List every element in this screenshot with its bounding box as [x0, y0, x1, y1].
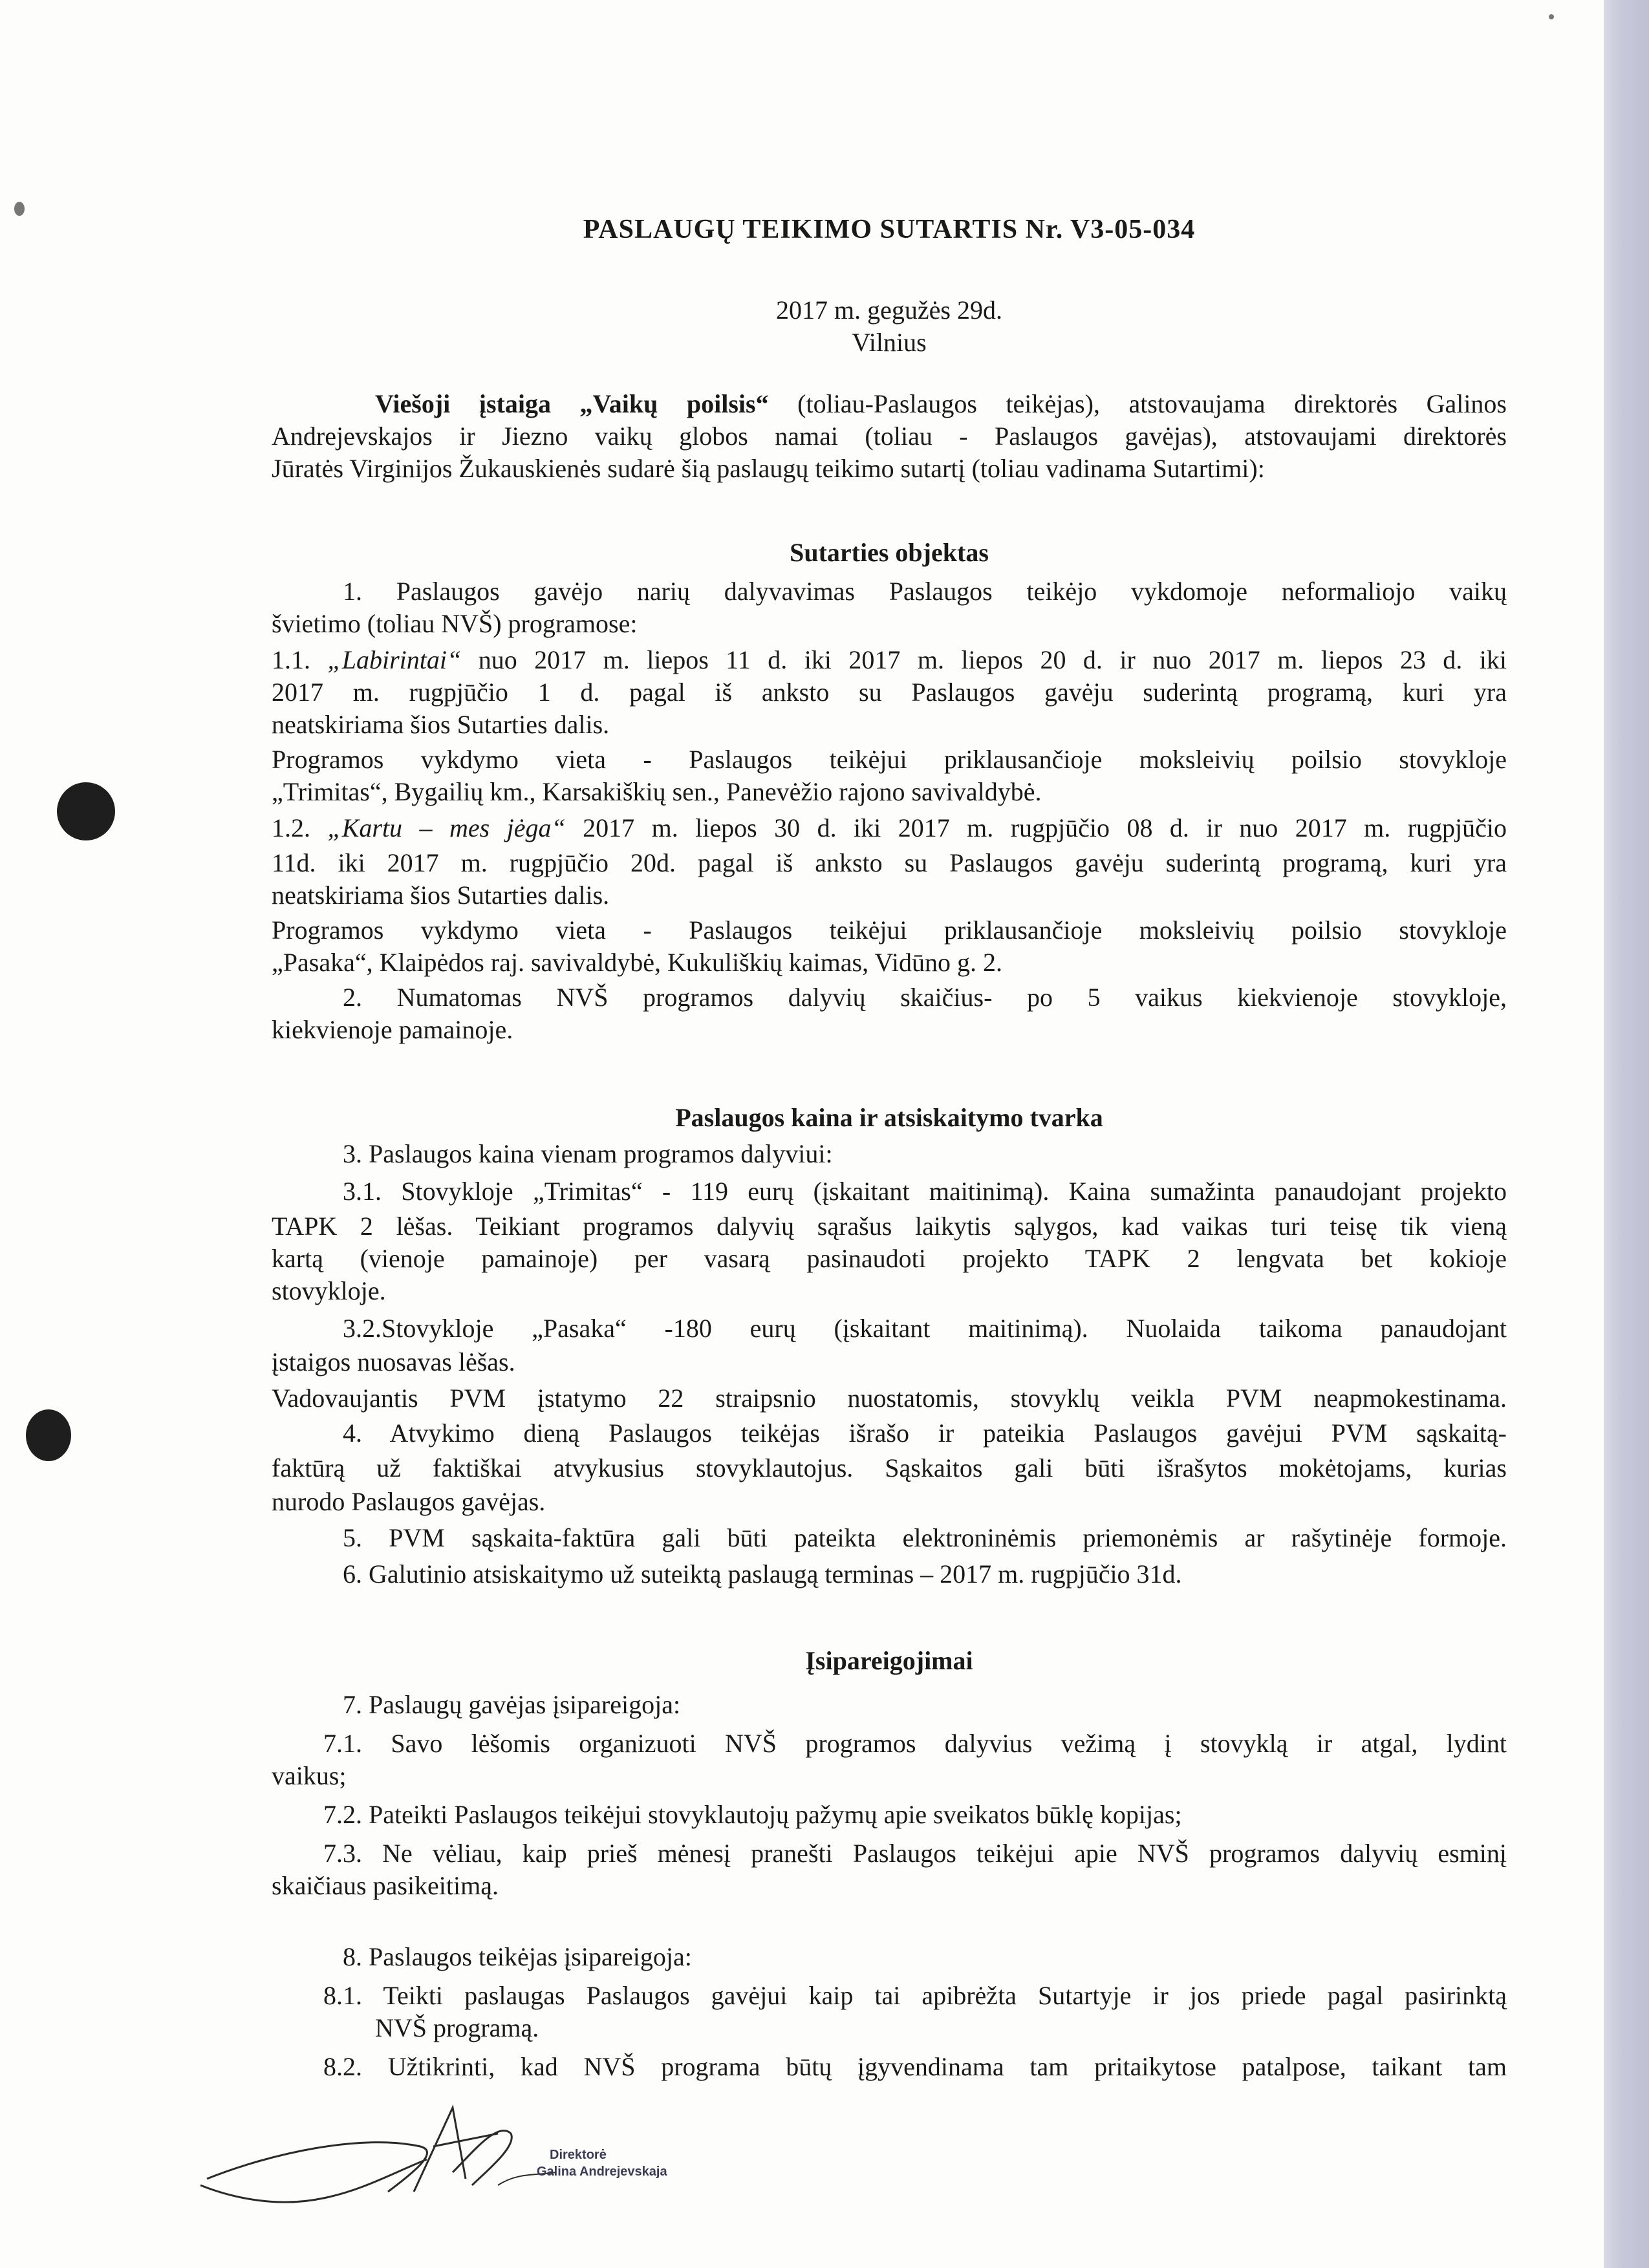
contract-title: PASLAUGŲ TEIKIMO SUTARTIS Nr. V3-05-034 — [583, 215, 1196, 244]
scan-edge — [1604, 0, 1649, 2268]
clause-2: 2. Numatomas NVŠ programos dalyvių skaičius- po 5 vaikus kiekvienoje stovykloje, — [343, 983, 1507, 1012]
section-heading-object: Sutarties objektas — [790, 538, 989, 567]
contract-date: 2017 m. gegužės 29d. — [776, 295, 1002, 325]
intro-line-1: Viešoji įstaiga „Vaikų poilsis“ (toliau-Paslaugos teikėjas), atstovaujama direktorės Galinos — [375, 389, 1507, 418]
clause-3-1-end: stovykloje. — [272, 1276, 386, 1305]
clause-1-2-end: neatskiriama šios Sutarties dalis. — [272, 881, 610, 910]
clause-1-1-cont: 2017 m. rugpjūčio 1 d. pagal iš anksto su Paslaugos gavėju suderintą programą, kuri yra — [272, 678, 1507, 707]
clause-1-1-end: neatskiriama šios Sutarties dalis. — [272, 710, 610, 739]
venue-1-address: „Trimitas“, Bygailių km., Karsakiškių sen., Panevėžio rajono savivaldybė. — [272, 777, 1042, 806]
clause-4-end: nurodo Paslaugos gavėjas. — [272, 1487, 546, 1516]
scan-speck — [14, 202, 25, 216]
clause-7-3: 7.3. Ne vėliau, kaip prieš mėnesį pranešti Paslaugos teikėjui apie NVŠ programos dalyvių esminį — [323, 1839, 1507, 1868]
signatory-name: Galina Andrejevskaja — [537, 2165, 667, 2179]
clause-8-1-end: NVŠ programą. — [375, 2013, 539, 2042]
signatory-role: Direktorė — [550, 2148, 607, 2162]
clause-4-cont: faktūrą už faktiškai atvykusius stovyklautojus. Sąskaitos gali būti išrašytos mokėtojams, kurias — [272, 1453, 1507, 1482]
clause-3-1: 3.1. Stovykloje „Trimitas“ - 119 eurų (įskaitant maitinimą). Kaina sumažinta panaudojant projekto — [343, 1177, 1507, 1206]
clause-4: 4. Atvykimo dieną Paslaugos teikėjas išrašo ir pateikia Paslaugos gavėjui PVM sąskaitą- — [343, 1418, 1507, 1448]
clause-8: 8. Paslaugos teikėjas įsipareigoja: — [343, 1942, 692, 1971]
punch-hole-top — [57, 782, 115, 840]
clause-3-2: 3.2.Stovykloje „Pasaka“ -180 eurų (įskaitant maitinimą). Nuolaida taikoma panaudojant — [343, 1314, 1507, 1343]
clause-1: 1. Paslaugos gavėjo narių dalyvavimas Paslaugos teikėjo vykdomoje neformaliojo vaikų — [343, 577, 1507, 606]
clause-3-1-cont: TAPK 2 lėšas. Teikiant programos dalyvių sąrašus laikytis sąlygos, kad vaikas turi teisę tik vieną — [272, 1212, 1507, 1241]
venue-2: Programos vykdymo vieta - Paslaugos teikėjui priklausančioje moksleivių poilsio stovykloje — [272, 915, 1507, 945]
clause-7-3-end: skaičiaus pasikeitimą. — [272, 1871, 499, 1900]
clause-1-2: 1.2. „Kartu – mes jėga“ 2017 m. liepos 30 d. iki 2017 m. rugpjūčio 08 d. ir nuo 2017 m. rugpjūčio — [272, 813, 1507, 842]
clause-2-cont: kiekvienoje pamainoje. — [272, 1015, 513, 1044]
venue-2-address: „Pasaka“, Klaipėdos raj. savivaldybė, Kukuliškių kaimas, Vidūno g. 2. — [272, 948, 1002, 977]
clause-3-1-cont-2: kartą (vienoje pamainoje) per vasarą pasinaudoti projekto TAPK 2 lengvata bet kokioje — [272, 1244, 1507, 1273]
clause-6: 6. Galutinio atsiskaitymo už suteiktą paslaugą terminas – 2017 m. rugpjūčio 31d. — [343, 1559, 1182, 1589]
vat-note: Vadovaujantis PVM įstatymo 22 straipsnio nuostatomis, stovyklų veikla PVM neapmokestinama. — [272, 1384, 1507, 1413]
clause-8-1: 8.1. Teikti paslaugas Paslaugos gavėjui kaip tai apibrėžta Sutartyje ir jos priede pagal pasirinktą — [323, 1981, 1507, 2010]
section-heading-price: Paslaugos kaina ir atsiskaitymo tvarka — [675, 1103, 1103, 1132]
clause-1-1: 1.1. „Labirintai“ nuo 2017 m. liepos 11 d. iki 2017 m. liepos 20 d. ir nuo 2017 m. liepos 23 d. iki — [272, 645, 1507, 674]
clause-7-1-end: vaikus; — [272, 1761, 347, 1790]
section-heading-obligations: Įsipareigojimai — [805, 1646, 973, 1675]
clause-1-2-cont: 11d. iki 2017 m. rugpjūčio 20d. pagal iš anksto su Paslaugos gavėju suderintą programą, kuri yra — [272, 848, 1507, 877]
clause-7: 7. Paslaugų gavėjas įsipareigoja: — [343, 1690, 681, 1719]
signatory-stamp — [537, 2146, 667, 2180]
clause-7-2: 7.2. Pateikti Paslaugos teikėjui stovyklautojų pažymų apie sveikatos būklę kopijas; — [323, 1800, 1182, 1829]
intro-line-3: Jūratės Virginijos Žukauskienės sudarė šią paslaugų teikimo sutartį (toliau vadinama Sutartimi): — [272, 454, 1265, 483]
clause-3-2-end: įstaigos nuosavas lėšas. — [272, 1347, 515, 1376]
contract-city: Vilnius — [852, 328, 927, 357]
clause-8-2: 8.2. Užtikrinti, kad NVŠ programa būtų įgyvendinama tam pritaikytose patalpose, taikant tam — [323, 2052, 1507, 2081]
intro-line-2: Andrejevskajos ir Jiezno vaikų globos namai (toliau - Paslaugos gavėjas), atstovaujami direktorės — [272, 422, 1507, 451]
punch-hole-bottom — [26, 1409, 71, 1461]
clause-5: 5. PVM sąskaita-faktūra gali būti pateikta elektroninėmis priemonėmis ar rašytinėje formoje. — [343, 1523, 1507, 1552]
scan-speck — [1549, 14, 1554, 19]
clause-3: 3. Paslaugos kaina vienam programos dalyviui: — [343, 1139, 833, 1168]
venue-1: Programos vykdymo vieta - Paslaugos teikėjui priklausančioje moksleivių poilsio stovykloje — [272, 745, 1507, 774]
clause-7-1: 7.1. Savo lėšomis organizuoti NVŠ programos dalyvius vežimą į stovyklą ir atgal, lydint — [323, 1729, 1507, 1758]
clause-1-cont: švietimo (toliau NVŠ) programose: — [272, 609, 638, 638]
